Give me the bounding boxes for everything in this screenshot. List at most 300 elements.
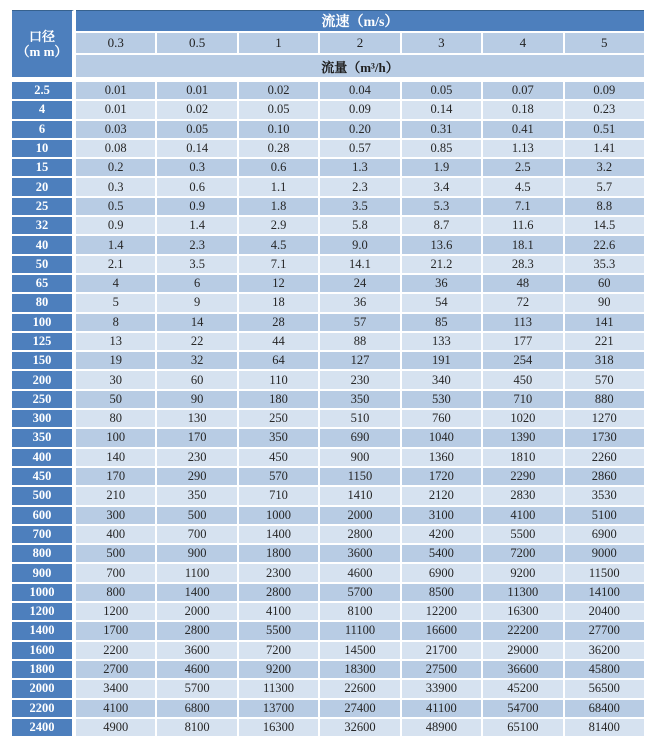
table-row xyxy=(12,140,644,157)
flow-value-cell: 141 xyxy=(565,314,644,331)
flow-value-cell: 0.01 xyxy=(76,82,155,99)
flow-value-cell: 4600 xyxy=(320,564,399,581)
flow-value-cell: 1390 xyxy=(483,429,562,446)
flow-value-cell: 0.20 xyxy=(320,121,399,138)
flow-value-cell: 48 xyxy=(483,275,562,292)
flow-value-cell: 6900 xyxy=(402,564,481,581)
table-row xyxy=(12,603,644,620)
flow-value-cell: 230 xyxy=(320,371,399,388)
flow-value-cell: 11100 xyxy=(320,622,399,639)
table-row xyxy=(12,719,644,736)
flow-value-cell: 13700 xyxy=(239,700,318,717)
flow-value-cell: 9 xyxy=(157,294,236,311)
table-row xyxy=(12,468,644,485)
flow-value-cell: 1270 xyxy=(565,410,644,427)
flow-value-cell: 9200 xyxy=(239,661,318,678)
flow-value-cell: 90 xyxy=(565,294,644,311)
table-row xyxy=(12,352,644,369)
flow-value-cell: 54700 xyxy=(483,700,562,717)
diameter-cell: 1000 xyxy=(12,584,74,601)
table-row xyxy=(12,275,644,292)
flow-value-cell: 700 xyxy=(157,526,236,543)
flow-value-cell: 2300 xyxy=(239,564,318,581)
flow-value-cell: 8 xyxy=(76,314,155,331)
flow-value-cell: 72 xyxy=(483,294,562,311)
diameter-cell: 125 xyxy=(12,333,74,350)
flow-value-cell: 22 xyxy=(157,333,236,350)
flow-value-cell: 6800 xyxy=(157,700,236,717)
diameter-cell: 2.5 xyxy=(12,82,74,99)
flow-value-cell: 3600 xyxy=(157,642,236,659)
flow-value-cell: 350 xyxy=(157,487,236,504)
flow-value-cell: 5400 xyxy=(402,545,481,562)
flow-value-cell: 2860 xyxy=(565,468,644,485)
flow-value-cell: 254 xyxy=(483,352,562,369)
flow-value-cell: 0.57 xyxy=(320,140,399,157)
flow-value-cell: 5.8 xyxy=(320,217,399,234)
flow-value-cell: 0.05 xyxy=(157,121,236,138)
flow-value-cell: 44 xyxy=(239,333,318,350)
flow-value-cell: 0.10 xyxy=(239,121,318,138)
diameter-cell: 25 xyxy=(12,198,74,215)
flow-value-cell: 4600 xyxy=(157,661,236,678)
flow-value-cell: 7200 xyxy=(483,545,562,562)
diameter-cell: 1600 xyxy=(12,642,74,659)
flow-value-cell: 0.2 xyxy=(76,159,155,176)
table-row xyxy=(12,449,644,466)
flow-value-cell: 16300 xyxy=(239,719,318,736)
flow-value-cell: 85 xyxy=(402,314,481,331)
flow-value-cell: 1.13 xyxy=(483,140,562,157)
flow-value-cell: 6 xyxy=(157,275,236,292)
flow-value-cell: 4.5 xyxy=(483,178,562,195)
flow-value-cell: 9000 xyxy=(565,545,644,562)
diameter-cell: 20 xyxy=(12,178,74,195)
table-row xyxy=(12,564,644,581)
table-row xyxy=(12,584,644,601)
flow-value-cell: 0.23 xyxy=(565,101,644,118)
flow-value-cell: 27700 xyxy=(565,622,644,639)
flow-value-cell: 170 xyxy=(157,429,236,446)
flow-value-cell: 9200 xyxy=(483,564,562,581)
flow-value-cell: 0.14 xyxy=(157,140,236,157)
flow-value-cell: 0.85 xyxy=(402,140,481,157)
flow-value-cell: 570 xyxy=(239,468,318,485)
flow-value-cell: 13.6 xyxy=(402,236,481,253)
flow-value-cell: 113 xyxy=(483,314,562,331)
flow-value-cell: 3.2 xyxy=(565,159,644,176)
flow-value-cell: 4 xyxy=(76,275,155,292)
flow-value-cell: 177 xyxy=(483,333,562,350)
flow-value-cell: 0.18 xyxy=(483,101,562,118)
table-row xyxy=(12,178,644,195)
flow-value-cell: 30 xyxy=(76,371,155,388)
flow-value-cell: 3400 xyxy=(76,680,155,697)
flow-value-cell: 45200 xyxy=(483,680,562,697)
table-row xyxy=(12,526,644,543)
flow-value-cell: 8100 xyxy=(157,719,236,736)
table-row xyxy=(12,333,644,350)
flow-value-cell: 56500 xyxy=(565,680,644,697)
diameter-cell: 6 xyxy=(12,121,74,138)
flow-value-cell: 5.7 xyxy=(565,178,644,195)
flow-value-cell: 4100 xyxy=(483,507,562,524)
flow-value-cell: 2800 xyxy=(239,584,318,601)
flow-value-cell: 16300 xyxy=(483,603,562,620)
table-row xyxy=(12,294,644,311)
diameter-cell: 600 xyxy=(12,507,74,524)
flow-value-cell: 4900 xyxy=(76,719,155,736)
table-row xyxy=(12,371,644,388)
flow-value-cell: 170 xyxy=(76,468,155,485)
flow-value-cell: 1400 xyxy=(239,526,318,543)
table-row xyxy=(12,700,644,717)
flow-value-cell: 700 xyxy=(76,564,155,581)
flow-value-cell: 0.01 xyxy=(157,82,236,99)
flow-value-cell: 0.02 xyxy=(157,101,236,118)
flow-value-cell: 0.05 xyxy=(402,82,481,99)
table-row xyxy=(12,410,644,427)
flow-value-cell: 36200 xyxy=(565,642,644,659)
diameter-cell: 450 xyxy=(12,468,74,485)
flow-value-cell: 11500 xyxy=(565,564,644,581)
diameter-cell: 40 xyxy=(12,236,74,253)
flow-value-cell: 0.9 xyxy=(157,198,236,215)
flow-value-cell: 0.08 xyxy=(76,140,155,157)
flow-value-cell: 300 xyxy=(76,507,155,524)
flow-value-cell: 2290 xyxy=(483,468,562,485)
flow-value-cell: 0.28 xyxy=(239,140,318,157)
flow-value-cell: 5.3 xyxy=(402,198,481,215)
table-row xyxy=(12,545,644,562)
table-row xyxy=(12,121,644,138)
flow-value-cell: 48900 xyxy=(402,719,481,736)
flow-value-cell: 340 xyxy=(402,371,481,388)
diameter-cell: 400 xyxy=(12,449,74,466)
flow-value-cell: 3600 xyxy=(320,545,399,562)
flow-value-cell: 4200 xyxy=(402,526,481,543)
table-row xyxy=(12,159,644,176)
flow-value-cell: 2800 xyxy=(157,622,236,639)
flow-value-cell: 2200 xyxy=(76,642,155,659)
flow-value-cell: 5700 xyxy=(320,584,399,601)
flow-value-cell: 880 xyxy=(565,391,644,408)
flow-value-cell: 250 xyxy=(239,410,318,427)
table-row xyxy=(12,680,644,697)
flow-value-cell: 2700 xyxy=(76,661,155,678)
flow-value-cell: 1.3 xyxy=(320,159,399,176)
table-row xyxy=(12,314,644,331)
flow-value-cell: 1020 xyxy=(483,410,562,427)
flow-value-cell: 28.3 xyxy=(483,256,562,273)
flow-value-cell: 230 xyxy=(157,449,236,466)
flow-value-cell: 133 xyxy=(402,333,481,350)
flow-value-cell: 32600 xyxy=(320,719,399,736)
table-row xyxy=(12,101,644,118)
velocity-value-cell: 4 xyxy=(483,33,562,53)
diameter-cell: 4 xyxy=(12,101,74,118)
flow-value-cell: 1700 xyxy=(76,622,155,639)
diameter-cell: 800 xyxy=(12,545,74,562)
flow-value-cell: 18.1 xyxy=(483,236,562,253)
flow-value-cell: 50 xyxy=(76,391,155,408)
table-row xyxy=(12,391,644,408)
flow-value-cell: 3100 xyxy=(402,507,481,524)
flow-value-cell: 1.8 xyxy=(239,198,318,215)
flow-value-cell: 3.5 xyxy=(320,198,399,215)
flow-value-cell: 1400 xyxy=(157,584,236,601)
diameter-cell: 1200 xyxy=(12,603,74,620)
table-row xyxy=(12,236,644,253)
flow-value-cell: 1150 xyxy=(320,468,399,485)
flow-value-cell: 1730 xyxy=(565,429,644,446)
flow-value-cell: 0.01 xyxy=(76,101,155,118)
flow-value-cell: 60 xyxy=(157,371,236,388)
flow-value-cell: 0.03 xyxy=(76,121,155,138)
flow-value-cell: 27400 xyxy=(320,700,399,717)
diameter-cell: 2000 xyxy=(12,680,74,697)
flow-value-cell: 8.8 xyxy=(565,198,644,215)
flow-value-cell: 2000 xyxy=(157,603,236,620)
flow-value-cell: 35.3 xyxy=(565,256,644,273)
flow-value-cell: 36 xyxy=(402,275,481,292)
flow-value-cell: 570 xyxy=(565,371,644,388)
flow-value-cell: 1360 xyxy=(402,449,481,466)
flow-value-cell: 0.04 xyxy=(320,82,399,99)
flow-value-cell: 11300 xyxy=(239,680,318,697)
flow-value-cell: 1.4 xyxy=(76,236,155,253)
flow-value-cell: 81400 xyxy=(565,719,644,736)
flow-value-cell: 5500 xyxy=(483,526,562,543)
header-row-flow-title xyxy=(12,55,644,80)
flow-value-cell: 12200 xyxy=(402,603,481,620)
diameter-cell: 32 xyxy=(12,217,74,234)
flow-value-cell: 22.6 xyxy=(565,236,644,253)
flow-value-cell: 0.5 xyxy=(76,198,155,215)
flow-value-cell: 3.5 xyxy=(157,256,236,273)
diameter-cell: 900 xyxy=(12,564,74,581)
flow-value-cell: 7.1 xyxy=(239,256,318,273)
flow-value-cell: 5700 xyxy=(157,680,236,697)
table-row xyxy=(12,429,644,446)
flow-value-cell: 11300 xyxy=(483,584,562,601)
flow-value-cell: 1.1 xyxy=(239,178,318,195)
flow-value-cell: 0.6 xyxy=(157,178,236,195)
flow-value-cell: 1100 xyxy=(157,564,236,581)
diameter-cell: 500 xyxy=(12,487,74,504)
flow-value-cell: 22200 xyxy=(483,622,562,639)
flow-value-cell: 33900 xyxy=(402,680,481,697)
flow-value-cell: 450 xyxy=(483,371,562,388)
flow-value-cell: 1000 xyxy=(239,507,318,524)
diameter-cell: 100 xyxy=(12,314,74,331)
flow-value-cell: 500 xyxy=(157,507,236,524)
diameter-cell: 80 xyxy=(12,294,74,311)
diameter-cell: 15 xyxy=(12,159,74,176)
flow-value-cell: 760 xyxy=(402,410,481,427)
flow-value-cell: 36600 xyxy=(483,661,562,678)
table-row xyxy=(12,487,644,504)
flow-value-cell: 1800 xyxy=(239,545,318,562)
diameter-cell: 65 xyxy=(12,275,74,292)
flow-value-cell: 4100 xyxy=(76,700,155,717)
flow-value-cell: 24 xyxy=(320,275,399,292)
table-row xyxy=(12,198,644,215)
flow-value-cell: 14 xyxy=(157,314,236,331)
flow-value-cell: 1810 xyxy=(483,449,562,466)
flow-value-cell: 2120 xyxy=(402,487,481,504)
flow-value-cell: 0.14 xyxy=(402,101,481,118)
diameter-header-cell xyxy=(12,10,74,80)
flow-value-cell: 36 xyxy=(320,294,399,311)
flow-value-cell: 180 xyxy=(239,391,318,408)
flow-value-cell: 4100 xyxy=(239,603,318,620)
flow-rate-table xyxy=(10,8,646,738)
flow-value-cell: 5100 xyxy=(565,507,644,524)
flow-value-cell: 0.51 xyxy=(565,121,644,138)
flow-value-cell: 13 xyxy=(76,333,155,350)
velocity-value-cell: 3 xyxy=(402,33,481,53)
flow-value-cell: 3.4 xyxy=(402,178,481,195)
flow-value-cell: 2.9 xyxy=(239,217,318,234)
diameter-cell: 50 xyxy=(12,256,74,273)
flow-value-cell: 14.5 xyxy=(565,217,644,234)
flow-value-cell: 1040 xyxy=(402,429,481,446)
flow-value-cell: 221 xyxy=(565,333,644,350)
flow-value-cell: 14100 xyxy=(565,584,644,601)
diameter-cell: 350 xyxy=(12,429,74,446)
flow-value-cell: 18300 xyxy=(320,661,399,678)
flow-value-cell: 8100 xyxy=(320,603,399,620)
flow-value-cell: 0.31 xyxy=(402,121,481,138)
flow-value-cell: 140 xyxy=(76,449,155,466)
flow-value-cell: 29000 xyxy=(483,642,562,659)
flow-value-cell: 500 xyxy=(76,545,155,562)
velocity-value-cell: 2 xyxy=(320,33,399,53)
flow-value-cell: 0.07 xyxy=(483,82,562,99)
flow-value-cell: 14.1 xyxy=(320,256,399,273)
flow-value-cell: 19 xyxy=(76,352,155,369)
flow-value-cell: 12 xyxy=(239,275,318,292)
flow-header-cell: 流量（m³/h） xyxy=(76,55,644,80)
velocity-value-cell: 1 xyxy=(239,33,318,53)
diameter-header-line1: 口径 xyxy=(28,29,55,44)
flow-value-cell: 28 xyxy=(239,314,318,331)
flow-value-cell: 2800 xyxy=(320,526,399,543)
diameter-cell: 250 xyxy=(12,391,74,408)
flow-value-cell: 0.3 xyxy=(76,178,155,195)
flow-value-cell: 88 xyxy=(320,333,399,350)
flow-value-cell: 450 xyxy=(239,449,318,466)
flow-value-cell: 18 xyxy=(239,294,318,311)
flow-value-cell: 710 xyxy=(483,391,562,408)
flow-value-cell: 0.02 xyxy=(239,82,318,99)
flow-value-cell: 400 xyxy=(76,526,155,543)
diameter-cell: 200 xyxy=(12,371,74,388)
diameter-cell: 700 xyxy=(12,526,74,543)
flow-value-cell: 60 xyxy=(565,275,644,292)
flow-value-cell: 21.2 xyxy=(402,256,481,273)
velocity-value-cell: 0.5 xyxy=(157,33,236,53)
flow-value-cell: 191 xyxy=(402,352,481,369)
diameter-cell: 2200 xyxy=(12,700,74,717)
table-row xyxy=(12,217,644,234)
flow-value-cell: 16600 xyxy=(402,622,481,639)
flow-value-cell: 90 xyxy=(157,391,236,408)
flow-value-cell: 127 xyxy=(320,352,399,369)
flow-value-cell: 0.05 xyxy=(239,101,318,118)
table-row xyxy=(12,507,644,524)
flow-value-cell: 2260 xyxy=(565,449,644,466)
flow-value-cell: 1200 xyxy=(76,603,155,620)
flow-value-cell: 4.5 xyxy=(239,236,318,253)
flow-value-cell: 27500 xyxy=(402,661,481,678)
flow-value-cell: 2.3 xyxy=(157,236,236,253)
flow-value-cell: 57 xyxy=(320,314,399,331)
flow-value-cell: 2.3 xyxy=(320,178,399,195)
flow-value-cell: 318 xyxy=(565,352,644,369)
flow-value-cell: 510 xyxy=(320,410,399,427)
velocity-value-cell: 5 xyxy=(565,33,644,53)
flow-value-cell: 65100 xyxy=(483,719,562,736)
flow-value-cell: 20400 xyxy=(565,603,644,620)
flow-value-cell: 0.09 xyxy=(320,101,399,118)
flow-value-cell: 9.0 xyxy=(320,236,399,253)
flow-value-cell: 0.6 xyxy=(239,159,318,176)
flow-value-cell: 6900 xyxy=(565,526,644,543)
flow-value-cell: 100 xyxy=(76,429,155,446)
diameter-cell: 10 xyxy=(12,140,74,157)
flow-value-cell: 900 xyxy=(320,449,399,466)
flow-value-cell: 690 xyxy=(320,429,399,446)
table-row xyxy=(12,622,644,639)
flow-value-cell: 210 xyxy=(76,487,155,504)
diameter-cell: 150 xyxy=(12,352,74,369)
table-row xyxy=(12,661,644,678)
diameter-header-line2: （m m） xyxy=(16,44,68,59)
flow-value-cell: 530 xyxy=(402,391,481,408)
flow-value-cell: 2.5 xyxy=(483,159,562,176)
flow-value-cell: 32 xyxy=(157,352,236,369)
flow-value-cell: 0.09 xyxy=(565,82,644,99)
header-row-velocity-values xyxy=(12,33,644,53)
flow-value-cell: 22600 xyxy=(320,680,399,697)
flow-value-cell: 14500 xyxy=(320,642,399,659)
flow-value-cell: 1.9 xyxy=(402,159,481,176)
flow-value-cell: 290 xyxy=(157,468,236,485)
flow-value-cell: 0.3 xyxy=(157,159,236,176)
flow-value-cell: 0.9 xyxy=(76,217,155,234)
flow-value-cell: 800 xyxy=(76,584,155,601)
diameter-cell: 300 xyxy=(12,410,74,427)
flow-value-cell: 80 xyxy=(76,410,155,427)
flow-value-cell: 64 xyxy=(239,352,318,369)
diameter-cell: 1400 xyxy=(12,622,74,639)
flow-value-cell: 110 xyxy=(239,371,318,388)
flow-value-cell: 350 xyxy=(320,391,399,408)
velocity-value-cell: 0.3 xyxy=(76,33,155,53)
flow-value-cell: 2000 xyxy=(320,507,399,524)
flow-value-cell: 41100 xyxy=(402,700,481,717)
table-row xyxy=(12,256,644,273)
flow-value-cell: 130 xyxy=(157,410,236,427)
table-row xyxy=(12,642,644,659)
flow-value-cell: 5500 xyxy=(239,622,318,639)
diameter-cell: 2400 xyxy=(12,719,74,736)
table-row xyxy=(12,82,644,99)
flow-value-cell: 1720 xyxy=(402,468,481,485)
flow-value-cell: 1.41 xyxy=(565,140,644,157)
